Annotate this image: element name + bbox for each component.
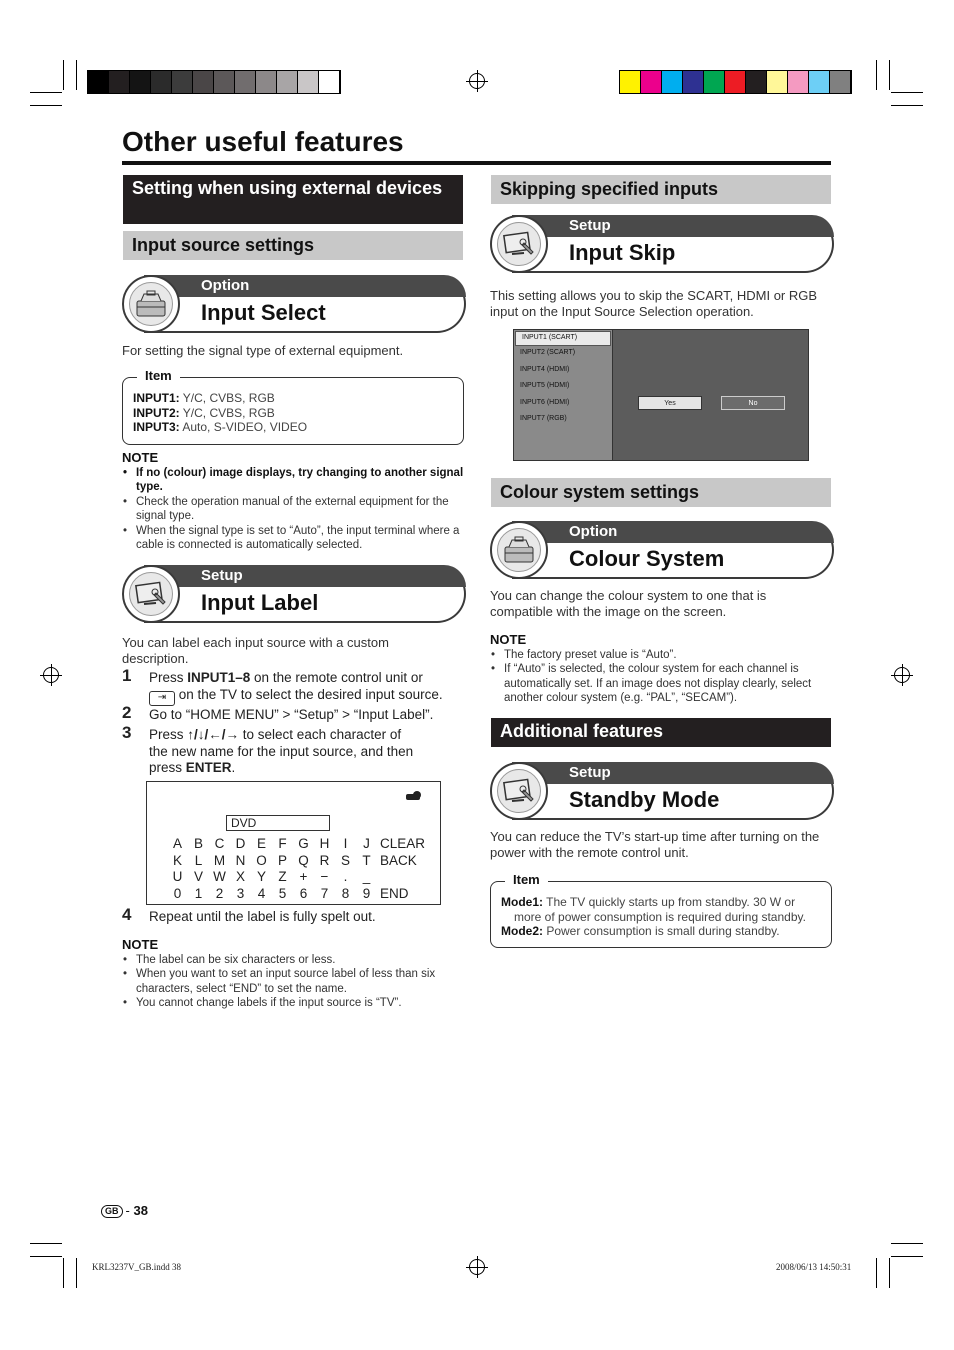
character-grid xyxy=(167,836,425,902)
keyboard-key: D xyxy=(235,836,246,851)
registration-mark-icon xyxy=(894,667,910,683)
item-value: The TV quickly starts up from standby. 30 W or more of power consumption is required during standby. xyxy=(514,895,806,924)
color-swatch xyxy=(620,71,641,93)
label-input-field: DVD xyxy=(226,815,330,831)
item-row xyxy=(133,391,307,406)
crop-mark xyxy=(876,60,877,90)
keyboard-key: N xyxy=(235,852,246,868)
feature-category: Option xyxy=(569,523,618,540)
feature-name: Input Select xyxy=(201,300,326,325)
note-title: NOTE xyxy=(122,450,159,465)
keyboard-key xyxy=(377,869,380,886)
color-swatch xyxy=(277,71,298,93)
keyboard-key: 9 xyxy=(362,885,371,901)
color-swatch xyxy=(256,71,277,93)
step-text: Repeat until the label is fully spelt out. xyxy=(149,909,376,924)
input-select-description: For setting the signal type of external equipment. xyxy=(122,343,404,358)
feature-category-bar xyxy=(512,521,834,543)
section-external-devices: Setting when using external devices xyxy=(123,175,463,224)
input-list-item: INPUT7 (RGB) xyxy=(520,415,567,422)
step-text: . xyxy=(231,760,236,775)
keyboard-key: J xyxy=(363,836,370,851)
option-icon xyxy=(490,521,548,579)
date-slug: 2008/06/13 14:50:31 xyxy=(776,1262,852,1272)
keyboard-key: 2 xyxy=(215,885,224,901)
feature-name: Colour System xyxy=(569,546,725,571)
input-list xyxy=(514,330,613,460)
item-value: Y/C, CVBS, RGB xyxy=(179,405,275,420)
feature-input-skip xyxy=(490,215,834,275)
item-box-label: Item xyxy=(137,369,180,384)
section-skipping-inputs: Skipping specified inputs xyxy=(491,175,831,204)
color-swatch xyxy=(319,71,340,93)
color-swatch xyxy=(172,71,193,93)
feature-name: Input Skip xyxy=(569,240,676,265)
page-dash: - xyxy=(125,1203,130,1218)
color-bar xyxy=(619,70,852,94)
feature-colour-system xyxy=(490,521,834,581)
section-input-source-settings: Input source settings xyxy=(123,231,463,260)
item-key: Mode1: xyxy=(501,895,543,909)
step-text: to select each character of xyxy=(239,727,402,742)
setup-icon xyxy=(122,565,180,623)
input-list-item: INPUT2 (SCART) xyxy=(520,349,576,356)
input-label-description: You can label each input source with a custom description. xyxy=(122,635,389,666)
label-keyboard-screen xyxy=(146,781,441,905)
file-slug: KRL3237V_GB.indd 38 xyxy=(92,1262,182,1272)
keyboard-key: 7 xyxy=(320,885,329,901)
keyboard-key: . xyxy=(343,869,348,884)
color-swatch xyxy=(662,71,683,93)
standby-mode-description: You can reduce the TV’s start-up time after turning on the power with the remote control unit. xyxy=(490,829,820,860)
keyboard-key: Z xyxy=(278,869,287,884)
keyboard-key: _ xyxy=(362,869,371,884)
item-value: Auto, S-VIDEO, VIDEO xyxy=(179,420,308,434)
item-box-label: Item xyxy=(505,873,548,888)
note-item: • You cannot change labels if the input source is “TV”. xyxy=(122,996,464,1011)
keyboard-row xyxy=(167,886,425,903)
keyboard-key: A xyxy=(172,836,182,851)
crop-mark xyxy=(30,92,62,93)
keyboard-row xyxy=(167,836,425,853)
note-item: • The factory preset value is “Auto”. xyxy=(490,648,820,663)
toolbox-icon xyxy=(497,528,541,572)
setup-icon xyxy=(490,215,548,273)
keyboard-key: 3 xyxy=(236,885,245,901)
feature-category: Option xyxy=(201,277,250,294)
crop-mark xyxy=(63,1258,64,1288)
keyboard-key: S xyxy=(340,852,350,868)
crop-mark xyxy=(30,105,62,106)
feature-standby-mode xyxy=(490,762,834,822)
feature-name: Standby Mode xyxy=(569,787,720,812)
color-swatch xyxy=(88,71,109,93)
step-text: the new name for the input source, and then xyxy=(149,743,414,759)
note-item: • If “Auto” is selected, the colour system for each channel is automatically set. If an image does not display clearly, select another colour system (e.g. “PAL”, “SECAM”). xyxy=(490,662,820,706)
keyboard-key: 4 xyxy=(257,885,266,901)
keyboard-key: L xyxy=(194,852,203,868)
keyboard-key: T xyxy=(362,852,371,868)
keyboard-key: U xyxy=(172,869,183,884)
keyboard-key: + xyxy=(299,869,308,884)
keyboard-row xyxy=(167,853,425,870)
crop-mark xyxy=(891,105,923,106)
input-select-notes xyxy=(122,451,464,553)
colour-system-description: You can change the colour system to one that is compatible with the image on the screen. xyxy=(490,588,767,619)
feature-category: Setup xyxy=(201,567,243,584)
feature-category-bar xyxy=(512,215,834,237)
keyboard-key: B xyxy=(193,836,203,851)
keyboard-key: K xyxy=(172,852,182,868)
color-swatch xyxy=(130,71,151,93)
keyboard-key: 8 xyxy=(341,885,350,901)
step-key: ENTER xyxy=(185,760,232,775)
step-text: Press xyxy=(149,727,188,742)
keyboard-key: G xyxy=(298,836,309,851)
crop-mark xyxy=(30,1256,62,1257)
feature-category: Setup xyxy=(569,764,611,781)
page-number xyxy=(101,1203,148,1218)
step-2 xyxy=(122,703,467,725)
keyboard-row xyxy=(167,869,425,886)
step-text: on the remote control unit or xyxy=(250,670,423,685)
registration-mark-icon xyxy=(43,667,59,683)
tv-wrench-icon xyxy=(497,769,541,813)
keyboard-key: P xyxy=(277,852,287,868)
tv-wrench-icon xyxy=(497,222,541,266)
keyboard-key: 1 xyxy=(194,885,203,901)
key-icon-badge xyxy=(413,791,421,799)
crop-mark xyxy=(889,1258,890,1288)
item-key: INPUT1: xyxy=(133,391,180,405)
note-item: • The label can be six characters or less. xyxy=(122,953,464,968)
keyboard-key: CLEAR xyxy=(380,836,426,851)
keyboard-key: M xyxy=(213,852,226,868)
standby-mode-item-box xyxy=(490,872,832,948)
note-title: NOTE xyxy=(122,937,159,952)
keyboard-key: W xyxy=(213,869,226,884)
crop-mark xyxy=(889,60,890,90)
keyboard-key: H xyxy=(319,836,330,851)
title-rule xyxy=(122,161,831,165)
item-row xyxy=(501,924,823,939)
crop-mark xyxy=(76,1258,77,1288)
keyboard-key: X xyxy=(235,869,245,884)
item-value: Power consumption is small during standby. xyxy=(543,924,780,938)
keyboard-key: R xyxy=(319,852,330,868)
keyboard-key: F xyxy=(278,836,287,851)
color-swatch xyxy=(193,71,214,93)
keyboard-key: C xyxy=(214,836,225,851)
note-item: • If no (colour) image displays, try changing to another signal type. xyxy=(122,466,464,495)
colour-system-notes xyxy=(490,633,820,706)
crop-mark xyxy=(63,60,64,90)
step-text: on the TV to select the desired input source. xyxy=(175,686,443,702)
keyboard-key: I xyxy=(343,836,348,851)
item-value: Y/C, CVBS, RGB xyxy=(179,391,275,405)
color-swatch xyxy=(746,71,767,93)
section-additional-features: Additional features xyxy=(491,718,831,747)
crop-mark xyxy=(891,1256,923,1257)
input-list-item: INPUT5 (HDMI) xyxy=(520,382,570,389)
color-swatch xyxy=(788,71,809,93)
region-badge: GB xyxy=(101,1205,123,1218)
note-item: • When the signal type is set to “Auto”, the input terminal where a cable is connected is automatically selected. xyxy=(122,524,464,553)
step-text: press xyxy=(149,760,186,775)
note-item: • Check the operation manual of the external equipment for the signal type. xyxy=(122,495,464,524)
step-1 xyxy=(122,666,467,704)
keyboard-key: O xyxy=(256,852,267,868)
step-key: INPUT1–8 xyxy=(187,670,251,685)
registration-mark-icon xyxy=(469,1259,485,1275)
keyboard-key: − xyxy=(320,869,329,884)
option-icon xyxy=(122,275,180,333)
setup-icon xyxy=(490,762,548,820)
color-swatch xyxy=(109,71,130,93)
section-colour-system-settings: Colour system settings xyxy=(491,478,831,507)
keyboard-key: BACK xyxy=(380,852,417,868)
input-list-item: INPUT4 (HDMI) xyxy=(520,365,570,373)
input-list-item: INPUT1 (SCART) xyxy=(515,331,611,346)
input-source-icon: ⇥ xyxy=(149,691,175,706)
crop-mark xyxy=(891,92,923,93)
item-row xyxy=(501,895,823,924)
color-swatch xyxy=(809,71,830,93)
keyboard-key: Q xyxy=(298,852,309,868)
step-number: 1 xyxy=(122,666,132,685)
feature-name: Input Label xyxy=(201,590,319,615)
keyboard-key: END xyxy=(380,885,409,901)
keyboard-key: Y xyxy=(256,869,266,884)
toolbox-icon xyxy=(129,282,173,326)
item-row xyxy=(133,406,307,421)
note-item: • When you want to set an input source label of less than six characters, select “END” to set the name. xyxy=(122,967,464,996)
crop-mark xyxy=(76,60,77,90)
step-4 xyxy=(122,905,467,927)
keyboard-key: V xyxy=(193,869,203,884)
step-number: 3 xyxy=(122,723,132,742)
color-swatch xyxy=(830,71,851,93)
color-swatch xyxy=(725,71,746,93)
note-title: NOTE xyxy=(490,632,527,647)
crop-mark xyxy=(891,1243,923,1244)
keyboard-key: 0 xyxy=(173,885,182,901)
crop-mark xyxy=(30,1243,62,1244)
grayscale-color-bar xyxy=(87,70,341,94)
item-row xyxy=(133,420,307,435)
step-text: Press xyxy=(149,670,188,685)
input-skip-screen xyxy=(513,329,809,461)
yes-button: Yes xyxy=(638,396,702,410)
step-text: Go to “HOME MENU” > “Setup” > “Input Label”. xyxy=(149,707,434,722)
page-title: Other useful features xyxy=(122,126,404,157)
color-swatch xyxy=(767,71,788,93)
color-swatch xyxy=(298,71,319,93)
crop-mark xyxy=(876,1258,877,1288)
keyboard-key: 5 xyxy=(278,885,287,901)
feature-category: Setup xyxy=(569,217,611,234)
feature-input-label xyxy=(122,565,466,625)
feature-category-bar xyxy=(144,565,466,587)
page-number-value: 38 xyxy=(133,1203,148,1218)
color-swatch xyxy=(151,71,172,93)
input-list-item: INPUT6 (HDMI) xyxy=(520,398,570,406)
step-number: 2 xyxy=(122,703,132,722)
item-key: INPUT2: xyxy=(133,405,180,420)
keyboard-key: E xyxy=(256,836,266,851)
feature-input-select xyxy=(122,275,466,335)
item-key: Mode2: xyxy=(501,924,543,938)
step-3 xyxy=(122,723,467,777)
no-button: No xyxy=(721,396,785,410)
color-swatch xyxy=(683,71,704,93)
registration-mark-icon xyxy=(469,73,485,89)
color-swatch xyxy=(214,71,235,93)
input-label-notes xyxy=(122,938,464,1011)
item-key: INPUT3: xyxy=(133,420,180,434)
step-number: 4 xyxy=(122,905,132,924)
feature-category-bar xyxy=(512,762,834,784)
keyboard-key: 6 xyxy=(299,885,308,901)
tv-wrench-icon xyxy=(129,572,173,616)
color-swatch xyxy=(641,71,662,93)
arrow-keys-icon: ↑/↓/←/→ xyxy=(187,727,240,742)
color-swatch xyxy=(235,71,256,93)
feature-category-bar xyxy=(144,275,466,297)
color-swatch xyxy=(704,71,725,93)
input-select-item-box xyxy=(122,368,464,445)
input-skip-description: This setting allows you to skip the SCART, HDMI or RGB input on the Input Source Selection operation. xyxy=(490,288,818,319)
